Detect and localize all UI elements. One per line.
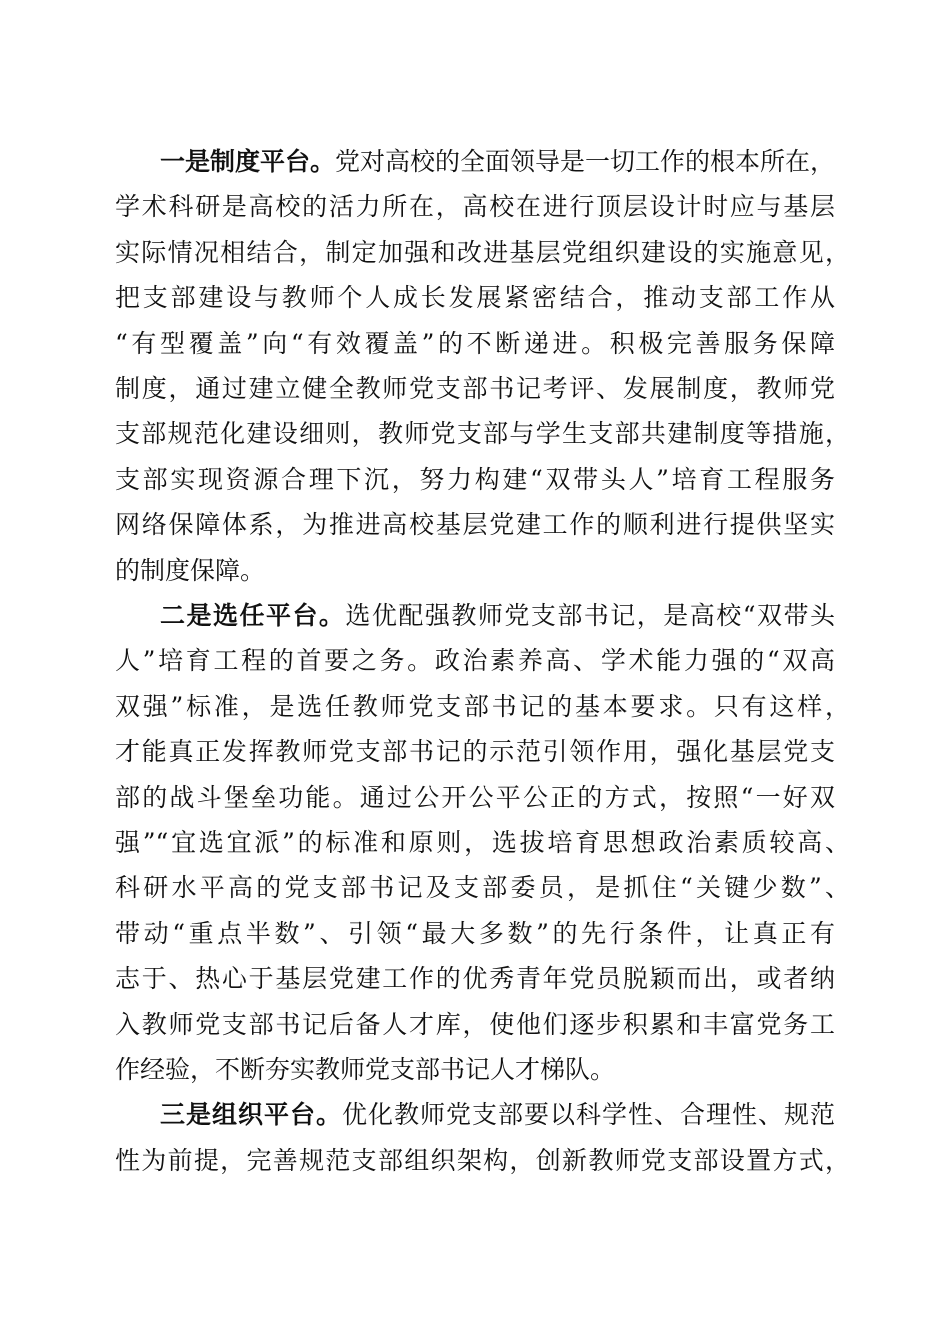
- paragraph-1-line: [115, 510, 835, 540]
- line-text: 支部规范化建设细则，教师党支部与学生支部共建制度等措施，: [115, 419, 850, 449]
- line-text: 人”培育工程的首要之务。政治素养高、学术能力强的“双高: [115, 646, 835, 676]
- line-text: 强”“宜选宜派”的标准和原则，选拔培育思想政治素质较高、: [115, 828, 850, 857]
- line-text: 入教师党支部书记后备人才库，使他们逐步积累和丰富党务工: [115, 1009, 835, 1039]
- paragraph-2-line: [115, 783, 835, 813]
- paragraph-2-line: [160, 601, 835, 631]
- paragraph-2-line: [115, 828, 850, 858]
- line-text: 科研水平高的党支部书记及支部委员，是抓住“关键少数”、: [115, 873, 850, 903]
- line-text: 支部实现资源合理下沉，努力构建“双带头人”培育工程服务: [115, 464, 835, 494]
- line-text: 带动“重点半数”、引领“最大多数”的先行条件，让真正有: [115, 918, 835, 948]
- paragraph-heading: 三是组织平台。: [160, 1100, 342, 1130]
- paragraph-1-line: [115, 192, 835, 222]
- line-text: 志于、热心于基层党建工作的优秀青年党员脱颖而出，或者纳: [115, 964, 835, 994]
- line-text: 才能真正发挥教师党支部书记的示范引领作用，强化基层党支: [115, 737, 835, 767]
- line-text: “有型覆盖”向“有效覆盖”的不断递进。积极完善服务保障: [115, 328, 835, 358]
- line-text: 的制度保障。: [115, 555, 266, 585]
- paragraph-2-line: [115, 873, 850, 903]
- paragraph-3-line: [115, 1146, 850, 1176]
- paragraph-2-line: [115, 1010, 835, 1040]
- line-text: 党对高校的全面领导是一切工作的根本所在，: [335, 147, 836, 176]
- paragraph-1-line: [115, 283, 835, 313]
- paragraph-2-line: [115, 1055, 835, 1085]
- line-text: 网络保障体系，为推进高校基层党建工作的顺利进行提供坚实: [115, 510, 835, 540]
- line-text: 性为前提，完善规范支部组织架构，创新教师党支部设置方式，: [115, 1145, 850, 1175]
- line-text: 部的战斗堡垒功能。通过公开公平公正的方式，按照“一好双: [115, 782, 835, 812]
- paragraph-1-line: [115, 419, 850, 449]
- line-text: 把支部建设与教师个人成长发展紧密结合，推动支部工作从: [115, 283, 835, 313]
- line-text: 学术科研是高校的活力所在，高校在进行顶层设计时应与基层: [115, 192, 835, 222]
- paragraph-1-line: [115, 329, 835, 359]
- paragraph-2-line: [115, 919, 835, 949]
- paragraph-2-line: [115, 964, 835, 994]
- paragraph-1-line: [115, 465, 835, 495]
- line-text: 双强”标准，是选任教师党支部书记的基本要求。只有这样，: [115, 691, 850, 721]
- line-text: 制度，通过建立健全教师党支部书记考评、发展制度，教师党: [115, 374, 835, 403]
- line-text: 作经验，不断夯实教师党支部书记人才梯队。: [115, 1055, 616, 1084]
- paragraph-heading: 一是制度平台。: [160, 147, 336, 176]
- line-text: 优化教师党支部要以科学性、合理性、规范: [342, 1100, 835, 1130]
- paragraph-heading: 二是选任平台。: [160, 601, 346, 630]
- line-text: 实际情况相结合，制定加强和改进基层党组织建设的实施意见，: [115, 237, 850, 267]
- line-text: 选优配强教师党支部书记，是高校“双带头: [345, 601, 835, 630]
- paragraph-1-line: [115, 238, 850, 268]
- paragraph-2-line: [115, 737, 835, 767]
- paragraph-1-line: [115, 374, 835, 404]
- paragraph-1-line: [160, 147, 835, 177]
- paragraph-2-line: [115, 692, 850, 722]
- paragraph-1-line: [115, 556, 835, 586]
- paragraph-2-line: [115, 646, 835, 676]
- paragraph-3-line: [160, 1100, 835, 1130]
